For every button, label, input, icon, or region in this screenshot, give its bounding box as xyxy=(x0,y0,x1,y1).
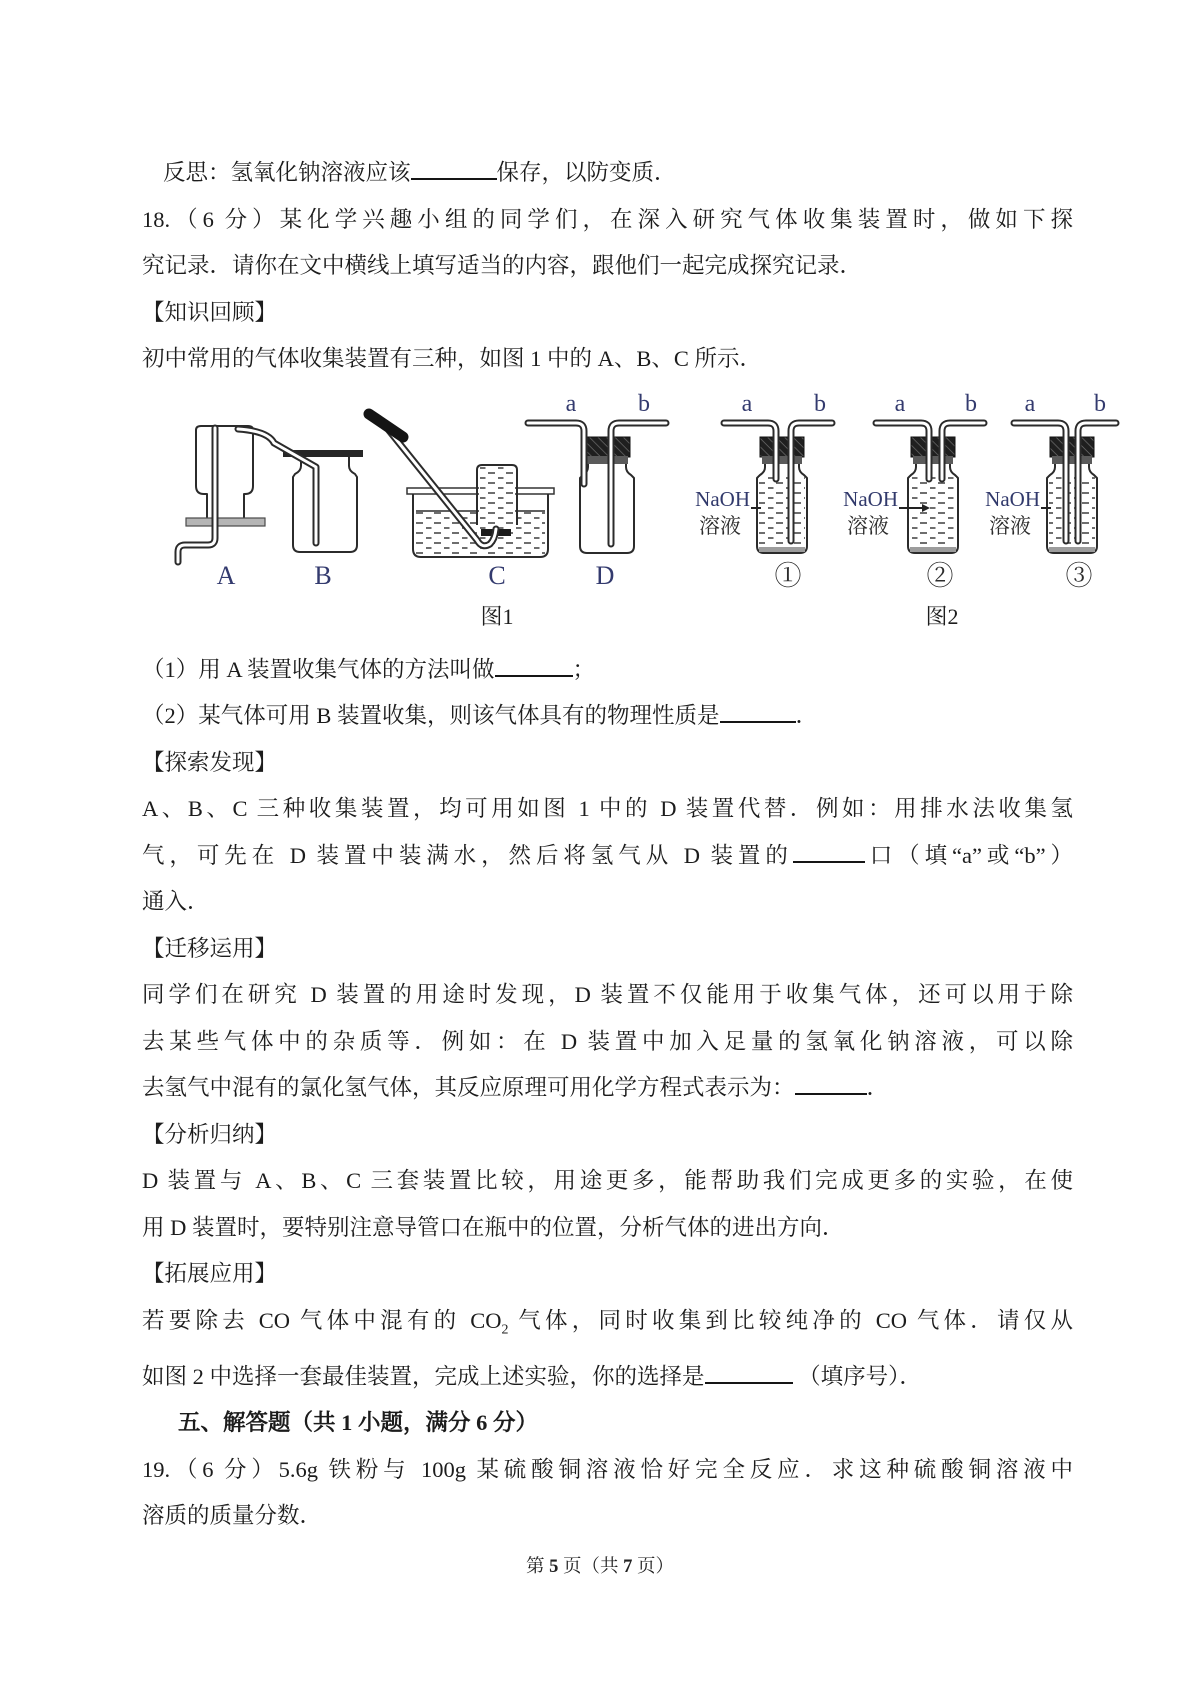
bottle-3-liquid xyxy=(1049,477,1095,550)
text-segment: 初中常用的气体收集装置有三种，如图 1 中的 A、B、C 所示． xyxy=(142,346,763,371)
text-segment: 18.（6 分）某化学兴趣小组的同学们，在深入研究气体收集装置时，做如下探 xyxy=(142,206,1073,232)
stopper-3-band xyxy=(1052,456,1092,464)
text-line xyxy=(142,1298,1073,1354)
bottle-1-port-b: b xyxy=(814,391,826,417)
text-segment: 若要除去 CO 气体中混有的 CO xyxy=(142,1307,502,1333)
text-line xyxy=(142,879,1073,926)
device-label-d: D xyxy=(595,561,615,590)
figure1-caption: 图1 xyxy=(480,604,514,629)
text-segment: 去某些气体中的杂质等．例如：在 D 装置中加入足量的氢氧化钠溶液，可以除 xyxy=(142,1028,1073,1054)
stopper-2 xyxy=(911,437,955,457)
text-line xyxy=(142,693,1073,740)
text-line xyxy=(142,1019,1073,1066)
text-line xyxy=(142,1112,1073,1159)
text-segment: 如图 2 中选择一套最佳装置，完成上述实验，你的选择是 xyxy=(142,1363,705,1389)
stopper-3 xyxy=(1050,437,1094,457)
text-segment: （2）某气体可用 B 装置收集，则该气体具有的物理性质是 xyxy=(142,703,720,728)
jar-b-body xyxy=(293,457,357,552)
stopper-1 xyxy=(760,437,804,457)
bottle-2-solution-label: 溶液 xyxy=(847,514,889,538)
text-segment: 【迁移运用】 xyxy=(142,935,278,961)
text-segment: 【分析归纳】 xyxy=(142,1121,278,1147)
text-line xyxy=(142,1158,1073,1205)
bottle-2-number: ② xyxy=(926,561,954,591)
bottle-1-bottom-shade xyxy=(759,547,805,552)
bottle-3-naoh-label: NaOH xyxy=(985,487,1040,511)
text-line xyxy=(142,833,1073,880)
text-segment: 【知识回顾】 xyxy=(142,299,278,325)
bottle-2-naoh xyxy=(843,391,984,591)
answer-blank[interactable] xyxy=(795,1073,867,1095)
text-segment: 反思：氢氧化钠溶液应该 xyxy=(163,160,411,185)
port-a-tube-inner xyxy=(528,423,584,484)
bottle-1-liquid xyxy=(759,477,805,550)
bottle-1-naoh xyxy=(695,391,832,591)
device-a-inverted-jar xyxy=(178,426,265,590)
text-line xyxy=(142,1493,1073,1540)
text-line xyxy=(142,786,1073,833)
bottle-3-number: ③ xyxy=(1065,561,1093,591)
text-segment: 五、解答题（共 1 小题，满分 6 分） xyxy=(178,1410,539,1435)
text-line xyxy=(142,1447,1073,1494)
text-line xyxy=(142,1065,1073,1112)
text-segment: 口（填“a”或“b”） xyxy=(864,842,1074,868)
stopper-d-band xyxy=(586,456,628,464)
text-segment: D 装置与 A、B、C 三套装置比较，用途更多，能帮助我们完成更多的实验，在使 xyxy=(142,1168,1073,1193)
port-a-label: a xyxy=(565,391,577,417)
text-line xyxy=(142,1400,1073,1447)
figure2-caption: 图2 xyxy=(925,604,959,629)
text-segment: 通入． xyxy=(142,889,210,914)
text-segment: 去氢气中混有的氯化氢气体，其反应原理可用化学方程式表示为： xyxy=(142,1075,795,1100)
text-segment: 溶质的质量分数． xyxy=(142,1503,323,1528)
text-segment: 同学们在研究 D 装置的用途时发现，D 装置不仅能用于收集气体，还可以用于除 xyxy=(142,982,1073,1007)
jar-a-mouth-bar xyxy=(186,518,265,526)
device-b-upright-jar xyxy=(238,429,363,590)
text-line xyxy=(142,1354,1073,1401)
jar-a-body xyxy=(196,426,253,519)
text-segment: 究记录．请你在文中横线上填写适当的内容，跟他们一起完成探究记录． xyxy=(142,253,863,278)
subscript-text: 2 xyxy=(501,1322,509,1337)
text-segment: ． xyxy=(866,1075,890,1100)
bottle-2-naoh-label: NaOH xyxy=(843,487,898,511)
text-segment: 5 xyxy=(549,1557,559,1577)
bottle-2-liquid xyxy=(910,477,956,550)
text-line xyxy=(142,926,1073,973)
bottle-2-bottom-shade xyxy=(910,547,956,552)
text-segment: 气，可先在 D 装置中装满水，然后将氢气从 D 装置的 xyxy=(142,842,793,868)
text-segment: 【拓展应用】 xyxy=(142,1261,278,1286)
port-b-label: b xyxy=(638,391,650,417)
text-segment: 页（共 xyxy=(558,1557,624,1577)
text-segment: 用 D 装置时，要特别注意导管口在瓶中的位置，分析气体的进出方向． xyxy=(142,1214,845,1240)
text-segment: ． xyxy=(795,703,819,728)
text-segment: 19.（6 分）5.6g 铁粉与 100g 某硫酸铜溶液恰好完全反应．求这种硫酸铜溶液中 xyxy=(142,1456,1073,1482)
text-segment: 7 xyxy=(623,1557,633,1577)
bottle-1-solution-label: 溶液 xyxy=(699,514,741,538)
text-segment: ； xyxy=(572,656,596,682)
text-line xyxy=(142,740,1073,787)
bottle-3-port-b: b xyxy=(1094,391,1106,417)
text-line xyxy=(142,1205,1073,1252)
bottle-3-bottom-shade xyxy=(1049,547,1095,552)
device-c-water-trough xyxy=(369,414,554,590)
text-segment: （填序号）． xyxy=(792,1363,922,1389)
stopper-2-band xyxy=(913,456,953,464)
bottle-3-naoh xyxy=(985,391,1116,591)
text-segment: 保存，以防变质． xyxy=(496,160,677,185)
apparatus-figure xyxy=(0,0,1200,660)
bottle-2-port-b: b xyxy=(965,391,977,417)
bottle-2-port-a: a xyxy=(894,391,906,417)
text-segment: 页） xyxy=(632,1557,675,1577)
device-label-c: C xyxy=(488,561,506,590)
text-line xyxy=(142,972,1073,1019)
text-segment: 第 xyxy=(525,1557,550,1577)
answer-blank[interactable] xyxy=(793,841,865,863)
device-label-b: B xyxy=(314,561,332,590)
bottle-1-number: ① xyxy=(774,561,802,591)
page-footer xyxy=(0,1552,1200,1578)
text-segment: （1）用 A 装置收集气体的方法叫做 xyxy=(142,656,495,682)
port-a-tube-outer xyxy=(528,423,584,484)
bottle-1-naoh-label: NaOH xyxy=(695,487,750,511)
bottle-3-port-a: a xyxy=(1024,391,1036,417)
text-segment: 气体，同时收集到比较纯净的 CO 气体．请仅从 xyxy=(508,1307,1073,1333)
tube-handle xyxy=(369,414,403,437)
answer-blank[interactable] xyxy=(705,1362,793,1384)
bottle-3-solution-label: 溶液 xyxy=(989,514,1031,538)
text-segment: 【探索发现】 xyxy=(142,749,278,775)
answer-blank[interactable] xyxy=(720,701,796,723)
stopper-1-band xyxy=(762,456,802,464)
device-label-a: A xyxy=(216,561,236,590)
bottle-d-body xyxy=(580,461,634,553)
text-line xyxy=(142,1251,1073,1298)
bottle-c-water xyxy=(479,467,515,519)
stopper-d xyxy=(584,437,630,457)
bottle-1-port-a: a xyxy=(741,391,753,417)
text-segment: A、B、C 三种收集装置，均可用如图 1 中的 D 装置代替．例如：用排水法收集氢 xyxy=(142,796,1073,821)
